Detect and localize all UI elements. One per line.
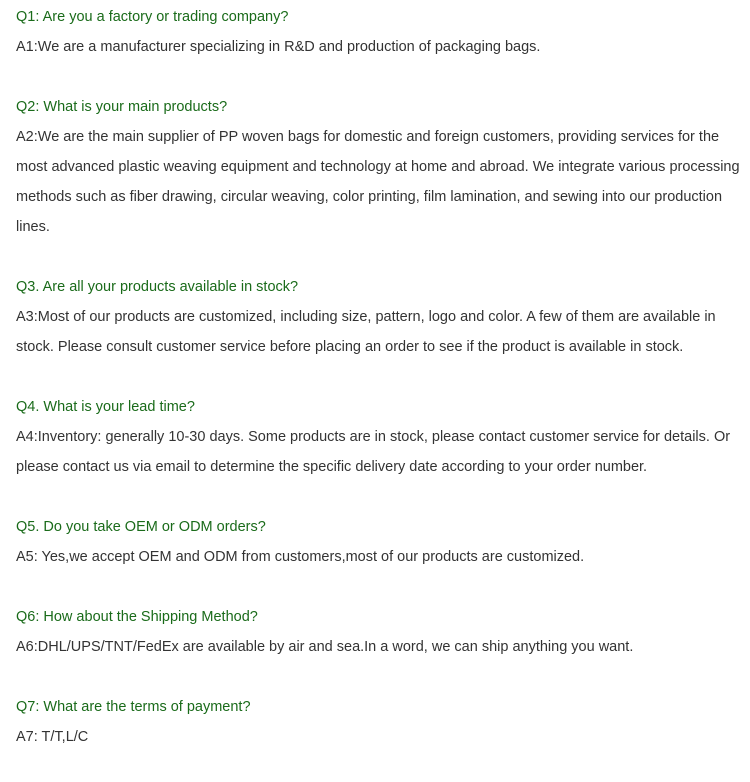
faq-answer: A7: T/T,L/C	[16, 729, 89, 745]
faq-question: Q6: How about the Shipping Method?	[16, 609, 258, 625]
faq-answer: A5: Yes,we accept OEM and ODM from customers,most of our products are customized.	[16, 549, 585, 565]
faq-item-6	[16, 602, 744, 662]
faq-item-4	[16, 392, 744, 482]
faq-item-2	[16, 92, 744, 242]
faq-list	[16, 2, 744, 782]
faq-item-5	[16, 512, 744, 572]
faq-question: Q4. What is your lead time?	[16, 399, 195, 415]
faq-question: Q5. Do you take OEM or ODM orders?	[16, 519, 266, 535]
faq-answer: A3:Most of our products are customized, including size, pattern, logo and color. A few of them are available in stock. Please consult customer service before placing an order to see if the product is available in stock.	[16, 309, 716, 355]
faq-question: Q3. Are all your products available in stock?	[16, 279, 299, 295]
faq-item-3	[16, 272, 744, 362]
faq-answer: A1:We are a manufacturer specializing in R&D and production of packaging bags.	[16, 39, 541, 55]
faq-question: Q7: What are the terms of payment?	[16, 699, 251, 715]
faq-item-1	[16, 2, 744, 62]
faq-question: Q2: What is your main products?	[16, 99, 228, 115]
faq-answer: A6:DHL/UPS/TNT/FedEx are available by air and sea.In a word, we can ship anything you want.	[16, 639, 634, 655]
faq-question: Q1: Are you a factory or trading company?	[16, 9, 289, 25]
faq-item-7	[16, 692, 744, 752]
faq-answer: A4:Inventory: generally 10-30 days. Some products are in stock, please contact customer service for details. Or please contact us via email to determine the specific delivery date according to your order number.	[16, 429, 731, 475]
faq-answer: A2:We are the main supplier of PP woven bags for domestic and foreign customers, providing services for the most advanced plastic weaving equipment and technology at home and abroad. We integrate various processing methods such as fiber drawing, circular weaving, color printing, film lamination, and sewing into our production lines.	[16, 129, 740, 235]
